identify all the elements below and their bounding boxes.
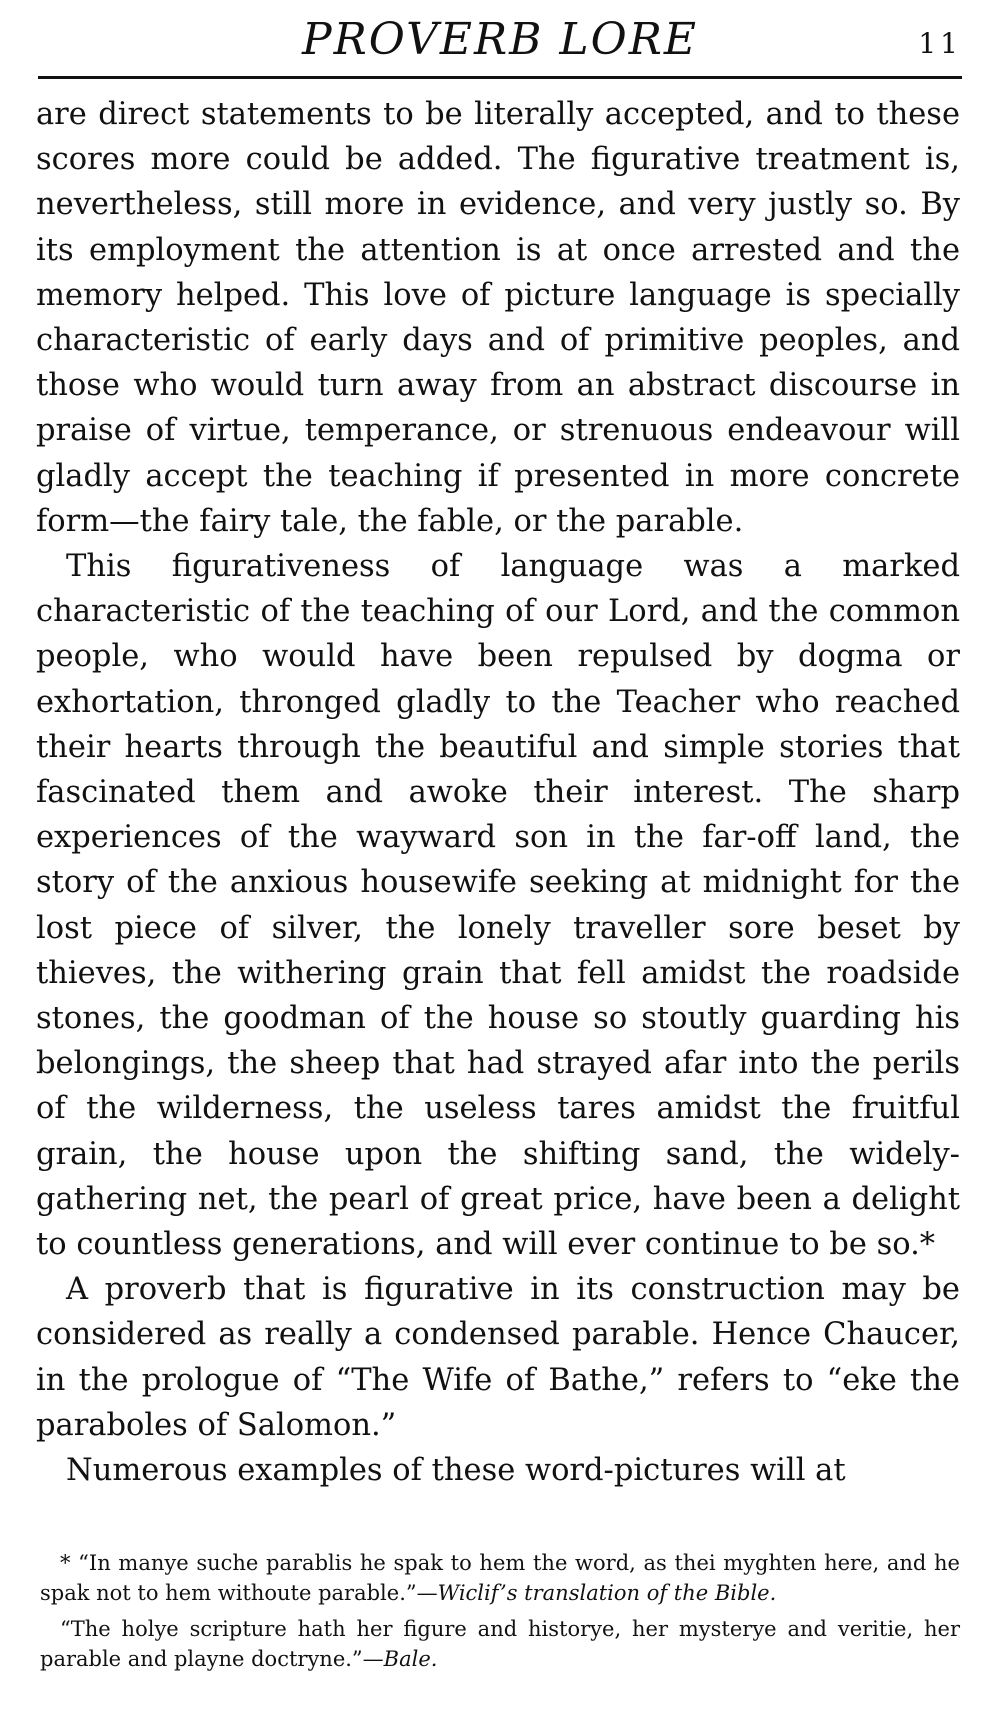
page-header	[38, 10, 962, 78]
footnote-1	[40, 1548, 960, 1608]
paragraph-2: This figurativeness of language was a marked characteristic of the teaching of our Lord, and the common people, who would have been repulsed by dogma or exhortation, thronged gladly to the Teacher who reached their hearts through the beautiful and simple stories that fascinated them and awoke their interest. The sharp experiences of the wayward son in the far-off land, the story of the anxious housewife seeking at midnight for the lost piece of silver, the lonely traveller sore beset by thieves, the withering grain that fell amidst the roadside stones, the goodman of the house so stoutly guarding his belongings, the sheep that had strayed afar into the perils of the wilderness, the useless tares amidst the fruitful grain, the house upon the shifting sand, the widely-gathering net, the pearl of great price, have been a delight to countless generations, and will ever continue to be so.*	[36, 549, 960, 1263]
page-number: 11	[918, 27, 962, 60]
footnote-1-text: * “In manye suche parablis he spak to hem the word, as thei myghten here, and he spak not to hem withoute parable.”—	[40, 1551, 960, 1605]
header-rule	[38, 76, 962, 79]
running-title: PROVERB LORE	[302, 14, 698, 65]
paragraph-1: are direct statements to be literally accepted, and to these scores more could be added. The figurative treatment is, nevertheless, still more in evidence, and very justly so. By its employment the attention is at once arrested and the memory helped. This love of picture language is specially characteristic of early days and of primitive peoples, and those who would turn away from an abstract discourse in praise of virtue, temperance, or strenuous endeavour will gladly accept the teaching if presented in more concrete form—the fairy tale, the fable, or the parable.	[36, 97, 960, 539]
footnotes	[40, 1548, 960, 1680]
body-text	[36, 92, 960, 1493]
footnote-2	[40, 1614, 960, 1674]
footnote-1-source: Wiclif’s translation of the Bible.	[437, 1581, 777, 1605]
footnote-2-text: “The holye scripture hath her figure and historye, her mysterye and veritie, her parable and playne doctryne.”—	[40, 1617, 960, 1671]
paragraph-4: Numerous examples of these word-pictures will at	[66, 1453, 846, 1489]
footnote-2-source: Bale.	[383, 1647, 438, 1671]
paragraph-3: A proverb that is figurative in its construction may be considered as really a condensed parable. Hence Chaucer, in the prologue of “The Wife of Bathe,” refers to “eke the paraboles of Salomon.”	[36, 1272, 960, 1443]
